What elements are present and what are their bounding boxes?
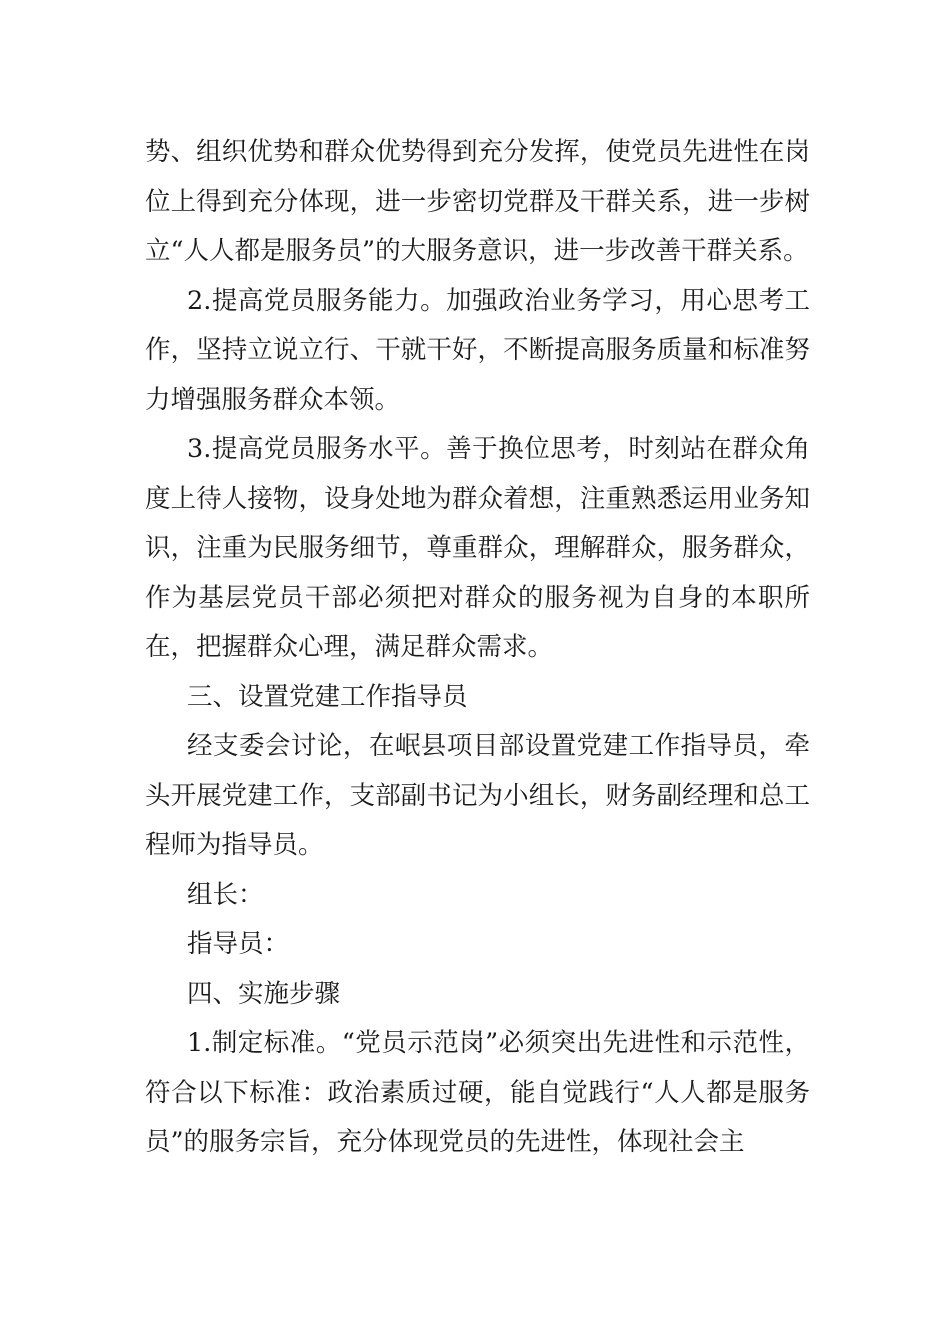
paragraph-leader-label: 组长： — [187, 879, 264, 910]
paragraph-instructor-label: 指导员： — [187, 929, 290, 959]
section-heading-3: 三、设置党建工作指导员 — [187, 681, 468, 712]
document-body — [145, 128, 810, 1168]
paragraph-continuation: 势、组织优势和群众优势得到充分发挥，使党员先进性在岗位上得到充分体现，进一步密切党群及干群关系，进一步树立“人人都是服务员”的大服务意识，进一步改善干群关系。 — [145, 137, 810, 266]
paragraph-step-1: 1.制定标准。“党员示范岗”必须突出先进性和示范性，符合以下标准：政治素质过硬，能自觉践行“人人都是服务员”的服务宗旨，充分体现党员的先进性，体现社会主 — [145, 1028, 810, 1157]
paragraph-section-3-body: 经支委会讨论，在岷县项目部设置党建工作指导员，牵头开展党建工作，支部副书记为小组长，财务副经理和总工程师为指导员。 — [145, 731, 810, 860]
paragraph-item-2: 2.提高党员服务能力。加强政治业务学习，用心思考工作，坚持立说立行、干就干好，不断提高服务质量和标准努力增强服务群众本领。 — [145, 285, 810, 415]
paragraph-item-3: 3.提高党员服务水平。善于换位思考，时刻站在群众角度上待人接物，设身处地为群众着想，注重熟悉运用业务知识，注重为民服务细节，尊重群众，理解群众，服务群众，作为基层党员干部必须把对群众的服务视为自身的本职所在，把握群众心理，满足群众需求。 — [145, 434, 810, 662]
section-heading-4: 四、实施步骤 — [187, 978, 341, 1009]
